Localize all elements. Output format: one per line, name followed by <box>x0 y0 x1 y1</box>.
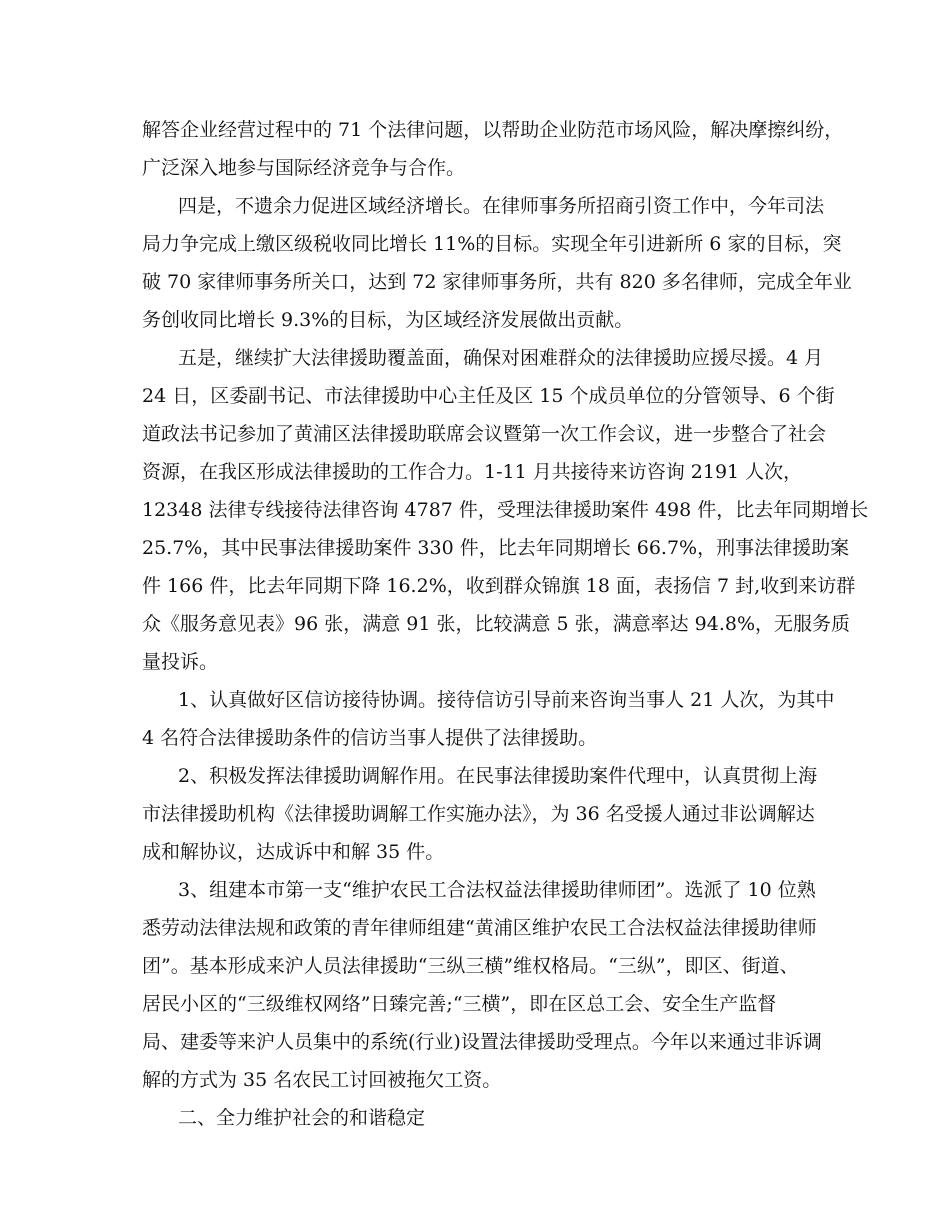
text-line: 2、积极发挥法律援助调解作用。在民事法律援助案件代理中，认真贯彻上海 <box>178 765 818 787</box>
text-line: 12348 法律专线接待法律咨询 4787 件，受理法律援助案件 498 件，比去年同期增长 <box>142 499 869 521</box>
text-line: 务创收同比增长 9.3%的目标，为区域经济发展做出贡献。 <box>142 309 634 331</box>
text-line: 四是，不遗余力促进区域经济增长。在律师事务所招商引资工作中，今年司法 <box>178 195 825 217</box>
text-line: 成和解协议，达成诉中和解 35 件。 <box>142 841 445 863</box>
text-line: 局力争完成上缴区级税收同比增长 11%的目标。实现全年引进新所 6 家的目标，突 <box>142 233 842 255</box>
text-line: 资源，在我区形成法律援助的工作合力。1-11 月共接待来访咨询 2191 人次， <box>142 461 803 483</box>
text-line: 3、组建本市第一支“维护农民工合法权益法律援助律师团”。选派了 10 位熟 <box>178 879 816 901</box>
text-line: 团”。基本形成来沪人员法律援助“三纵三横”维权格局。“三纵”，即区、街道、 <box>142 955 799 977</box>
text-line: 4 名符合法律援助条件的信访当事人提供了法律援助。 <box>142 727 598 749</box>
text-line: 市法律援助机构《法律援助调解工作实施办法》，为 36 名受援人通过非讼调解达 <box>142 803 815 825</box>
text-line: 解答企业经营过程中的 71 个法律问题，以帮助企业防范市场风险，解决摩擦纠纷， <box>142 119 844 141</box>
text-line: 五是，继续扩大法律援助覆盖面，确保对困难群众的法律援助应援尽援。4 月 <box>178 347 824 369</box>
document-body <box>142 111 869 1137</box>
text-line: 居民小区的“三级维权网络”日臻完善;“三横”，即在区总工会、安全生产监督 <box>142 993 777 1015</box>
text-line: 破 70 家律师事务所关口，达到 72 家律师事务所，共有 820 多名律师，完成全年业 <box>142 271 852 293</box>
text-line: 25.7%，其中民事法律援助案件 330 件，比去年同期增长 66.7%，刑事法律援助案 <box>142 537 850 559</box>
text-line: 解的方式为 35 名农民工讨回被拖欠工资。 <box>142 1069 502 1091</box>
text-line: 众《服务意见表》96 张，满意 91 张，比较满意 5 张，满意率达 94.8%，无服务质 <box>142 613 851 635</box>
text-line: 二、全力维护社会的和谐稳定 <box>178 1107 426 1129</box>
text-line: 件 166 件，比去年同期下降 16.2%，收到群众锦旗 18 面，表扬信 7 封,收到来访群 <box>142 575 856 597</box>
text-line: 24 日，区委副书记、市法律援助中心主任及区 15 个成员单位的分管领导、6 个街 <box>142 385 835 407</box>
text-line: 悉劳动法律法规和政策的青年律师组建“黄浦区维护农民工合法权益法律援助律师 <box>142 917 817 939</box>
text-line: 道政法书记参加了黄浦区法律援助联席会议暨第一次工作会议，进一步整合了社会 <box>142 423 827 445</box>
text-line: 局、建委等来沪人员集中的系统(行业)设置法律援助受理点。今年以来通过非诉调 <box>142 1031 822 1053</box>
text-line: 广泛深入地参与国际经济竞争与合作。 <box>142 157 466 179</box>
text-line: 1、认真做好区信访接待协调。接待信访引导前来咨询当事人 21 人次，为其中 <box>178 689 835 711</box>
text-line: 量投诉。 <box>142 651 219 673</box>
